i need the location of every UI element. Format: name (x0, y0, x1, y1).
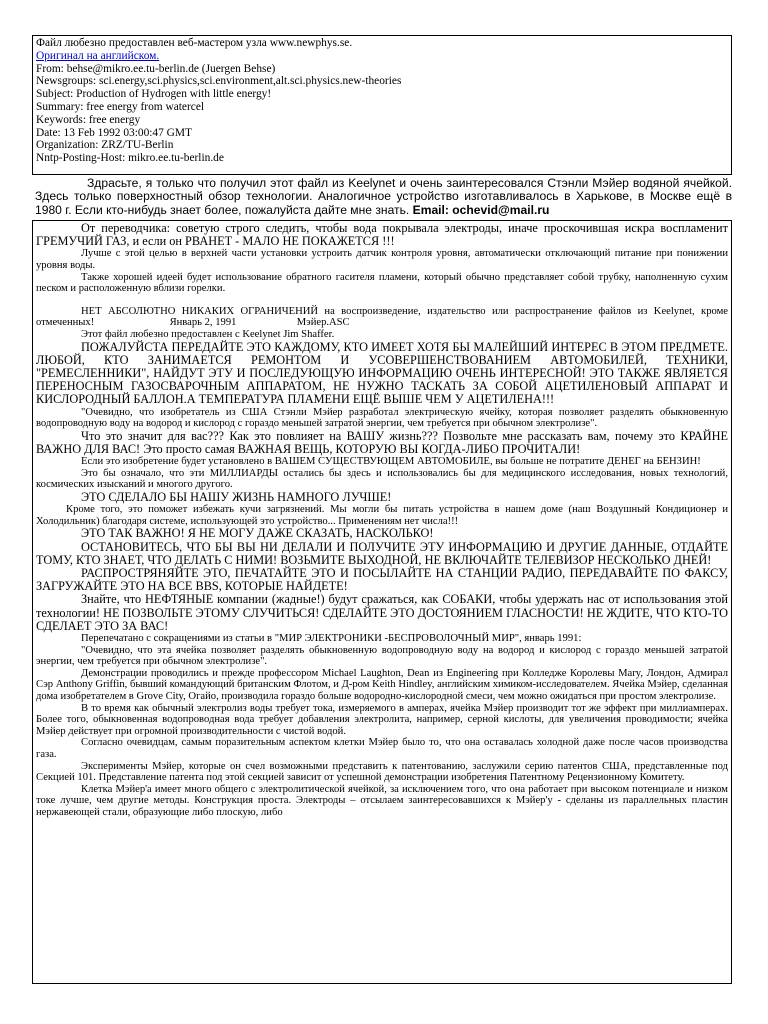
body-paragraph: Демонстрации проводились и прежде профессором Michael Laughton, Dean из Engineering при Колледже Королевы Mary, Лондон, Адмирал Сэр Anthony Griffin, бывший командующий британским Флотом, и Д-ром Keith Hindley, английским химиком-исследователем. Ячейка Мэйер, сделанная дома изобретателем в Grove City, Огайо, производила гораздо больше водородно-кислородной смеси, чем можно ожидаться при простом электролизе. (36, 667, 728, 702)
body-paragraph: Что это значит для вас??? Как это повлияет на ВАШУ жизнь??? Позвольте мне рассказать вам, почему это КРАЙНЕ ВАЖНО ДЛЯ ВАС! Это просто самая ВАЖНАЯ ВЕЩЬ, КОТОРУЮ ВЫ КОГДА-ЛИБО ПРОЧИТАЛИ! (36, 428, 728, 456)
body-paragraph: Перепечатано с сокращениями из статьи в "МИР ЭЛЕКТРОНИКИ -БЕСПРОВОЛОЧНЫЙ МИР", январь 1991: (81, 632, 582, 644)
body-paragraph: Также хорошей идеей будет использование обратного гасителя пламени, который обычно представляет собой трубку, наполненную сухим песком и расположенную вблизи горелки. (36, 271, 728, 295)
copyright-text: НЕТ АБСОЛЮТНО НИКАКИХ ОГРАНИЧЕНИЙ на воспроизведение, издательство или распространение файлов из Keelynet, кроме отмеченных! (36, 305, 728, 329)
header-organization: Organization: ZRZ/TU-Berlin (36, 139, 174, 152)
body-paragraph: ЭТО СДЕЛАЛО БЫ НАШУ ЖИЗНЬ НАМНОГО ЛУЧШЕ! (81, 489, 392, 504)
body-paragraph: Лучше с этой целью в верхней части установки устроить датчик контроля уровня, автоматически отключающий питание при понижении уровня воды. (36, 248, 728, 271)
copyright-paragraph (36, 306, 728, 329)
body-paragraph: Это бы означало, что эти МИЛЛИАРДЫ остались бы здесь и использовались бы для медицинского исследования, новых технологий, космических изысканий и многого другого. (36, 467, 728, 491)
file-name: Мэйер.ASC (296, 317, 350, 329)
header-date: Date: 13 Feb 1992 03:00:47 GMT (36, 126, 192, 139)
body-paragraph: Эксперименты Мэйер, которые он счел возможными представить к патентованию, заслужили серию патентов США, представленные под Секцией 101. Представление патента под этой секцией зависит от успешной демонстрации изобретения Патентному Рецензионному Комитету. (36, 760, 728, 784)
body-paragraph: В то время как обычный электролиз воды требует тока, измеряемого в амперах, ячейка Мэйер производит тот же эффект при миллиамперах. Более того, обыкновенная водопроводная вода требует добавления электролита, например, серной кислоты, для увеличения проводимости; ячейка Мэйер действует при огромной производительности с чистой водой. (36, 702, 728, 737)
header-nntp-host: Nntp-Posting-Host: mikro.ee.tu-berlin.de (36, 152, 224, 165)
article-body-box (32, 220, 732, 984)
intro-paragraph (35, 177, 732, 217)
intro-email: Email: ochevid@mail.ru (412, 202, 550, 217)
body-paragraph: Кроме того, это поможет избежать кучи загрязнений. Мы могли бы питать устройства в нашем доме (наш Воздушный Кондиционер и Холодильник) благодаря системе, использующей это устройство... Применениям нет числа!!! (36, 504, 728, 527)
body-paragraph: Согласно очевидцам, самым поразительным аспектом клетки Мэйер было то, что она оставалась холодной даже после часов производства газа. (36, 737, 728, 760)
body-paragraph: РАСПРОСТРЯНЯЙТЕ ЭТО, ПЕЧАТАЙТЕ ЭТО И ПОСЫЛАЙТЕ НА СТАНЦИИ РАДИО, ПЕРЕДАВАЙТЕ ПО ФАКСУ, ЗАГРУЖАЙТЕ ЭТО НА ВСЕ BBS, КОТОРЫЕ НАЙДЕТЕ! (36, 565, 728, 594)
body-paragraph: "Очевидно, что изобретатель из США Стэнли Мэйер разработал электрическую ячейку, которая позволяет разделять обыкновенную водопроводную воду на водород и кислород с гораздо меньшей затратой энергии, чем требуется при обычном электролизе". (36, 406, 728, 430)
header-summary: Summary: free energy from watercel (36, 100, 205, 113)
original-english-link[interactable]: Оригинал на английском. (36, 49, 160, 62)
body-paragraph: Если это изобретение будет установлено в ВАШЕМ СУЩЕСТВУЮЩЕМ АВТОМОБИЛЕ, вы больше не потратите ДЕНЕГ на БЕНЗИН! (81, 456, 701, 468)
header-keywords: Keywords: free energy (36, 113, 141, 126)
body-paragraph: Клетка Мэйер'а имеет много общего с электролитической ячейкой, за исключением того, что она работает при высоком потенциале и низком токе лучше, чем другие методы. Конструкция проста. Электроды – отсылаем заинтересовавшихся к Мэйер'у - сделаны из параллельных пластин нержавеющей стали, образующие либо плоскую, либо (36, 783, 728, 818)
body-paragraph: ПОЖАЛУЙСТА ПЕРЕДАЙТЕ ЭТО КАЖДОМУ, КТО ИМЕЕТ ХОТЯ БЫ МАЛЕЙШИЙ ИНТЕРЕС В ЭТОМ ПРЕДМЕТЕ. ЛЮБОЙ, КТО ЗАНИМАЕТСЯ РЕМОНТОМ И УСОВЕРШЕНСТВОВАНИЕМ АВТОМОБИЛЕЙ, ТЕХНИКИ, "РЕМЕСЛЕННИКИ", НАЙДУТ ЭТУ И ПОСЛЕДУЮЩУЮ ИНФОРМАЦИЮ ОЧЕНЬ ИНТЕРЕСНОЙ! ЭТО ТАКЖЕ ЯВЛЯЕТСЯ ПЕРЕНОСНЫМ ГАЗОСВАРОЧНЫМ АППАРАТОМ, НЕ НУЖНО ТАСКАТЬ ЗА СОБОЙ АЦЕТИЛЕНОВЫЙ АППАРАТ И КИСЛОРОДНЫЙ БАЛЛОН.А ТЕМПЕРАТУРА ПЛАМЕНИ ЕЩЁ ВЫШЕ ЧЕМ У АЦЕТИЛЕНА!!! (36, 339, 728, 407)
message-header-box (32, 35, 732, 175)
intro-text: Здрасьте, я только что получил этот файл из Keelynet и очень заинтересовался Стэнли Мэйер водяной ячейкой. Здесь только поверхностный обзор технологии. Аналогичное устройство изготавливалось в Харькове, в Москве ещё в 1980 г. Если кто-нибудь знает более, пожалуйста дайте мне знать. (35, 176, 732, 217)
translator-warning: От переводчика: советую строго следить, чтобы вода покрывала электроды, иначе проскочившая искра воспламенит ГРЕМУЧИЙ ГАЗ, и если он РВАНЕТ - МАЛО НЕ ПОКАЖЕТСЯ !!! (36, 221, 728, 249)
header-from: From: behse@mikro.ee.tu-berlin.de (Juergen Behse) (36, 62, 276, 75)
body-paragraph: Этот файл любезно предоставлен с Keelynet Jim Shaffer. (81, 328, 335, 340)
body-paragraph: ОСТАНОВИТЕСЬ, ЧТО БЫ ВЫ НИ ДЕЛАЛИ И ПОЛУЧИТЕ ЭТУ ИНФОРМАЦИЮ И ДРУГИЕ ДАННЫЕ, ОТДАЙТЕ ТОМУ, КТО ЗНАЕТ, ЧТО ДЕЛАТЬ С НИМИ! ВОЗЬМИТЕ ВЫХОДНОЙ, НЕ ВКЛЮЧАЙТЕ ТЕЛЕВИЗОР НЕСКОЛЬКО ДНЕЙ! (36, 539, 728, 567)
header-newsgroups: Newsgroups: sci.energy,sci.physics,sci.environment,alt.sci.physics.new-theories (36, 75, 402, 88)
body-paragraph: ЭТО ТАК ВАЖНО! Я НЕ МОГУ ДАЖЕ СКАЗАТЬ, НАСКОЛЬКО! (81, 526, 434, 541)
source-note: Файл любезно предоставлен веб-мастером узла www.newphys.se. (36, 37, 353, 49)
file-date: Январь 2, 1991 (169, 317, 237, 329)
body-paragraph: "Очевидно, что эта ячейка позволяет разделять обыкновенную водопроводную воду на водород и кислород с гораздо меньшей затратой энергии, чем требуется при обычном электролизе". (36, 644, 728, 668)
header-subject: Subject: Production of Hydrogen with little energy! (36, 88, 272, 101)
body-paragraph: Знайте, что НЕФТЯНЫЕ компании (жадные!) будут сражаться, как СОБАКИ, чтобы удержать нас от использования этой технологии! НЕ ПОЗВОЛЬТЕ ЭТОМУ СЛУЧИТЬСЯ! СДЕЛАЙТЕ ЭТО ДОСТОЯНИЕМ ГЛАСНОСТИ! НЕ ЖДИТЕ, ЧТО КТО-ТО СДЕЛАЕТ ЭТО ЗА ВАС! (36, 592, 728, 633)
